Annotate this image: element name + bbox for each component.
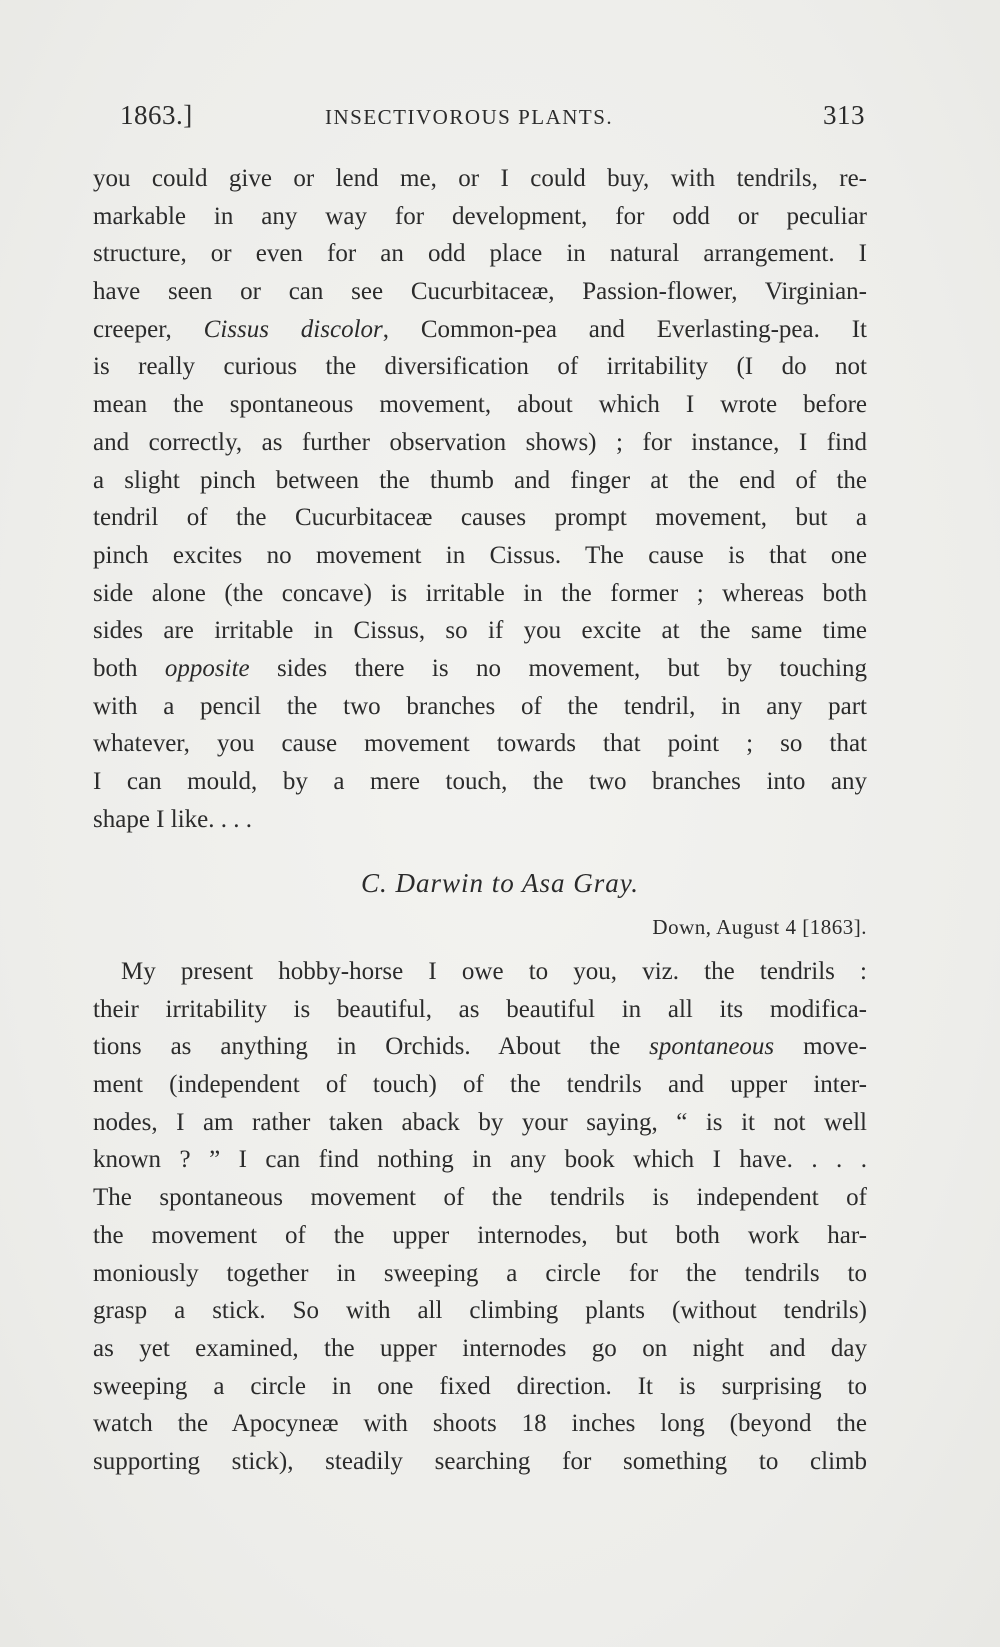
text-line: pinch excites no movement in Cissus. The cause is that one <box>93 541 867 569</box>
text-line: shape I like. . . . <box>93 805 252 833</box>
text-line: with a pencil the two branches of the tendril, in any part <box>93 692 867 720</box>
italic-emphasis: opposite <box>164 654 250 682</box>
italic-emphasis: spontaneous <box>649 1033 775 1061</box>
text-line: markable in any way for development, for odd or peculiar <box>93 202 867 230</box>
text-line: My present hobby-horse I owe to you, viz. the tendrils : <box>121 958 867 985</box>
text-segment: tions as anything in Orchids. About the <box>93 1033 650 1061</box>
text-line <box>93 311 867 349</box>
letter-dateline: Down, August 4 [1863]. <box>652 915 867 939</box>
text-line: I can mould, by a mere touch, the two branches into any <box>93 768 867 795</box>
text-line <box>93 650 867 688</box>
running-header <box>120 100 865 136</box>
text-line: is really curious the diversification of irritability (I do not <box>93 353 867 381</box>
text-line: whatever, you cause movement towards that point ; so that <box>93 730 867 758</box>
paragraph-continued <box>93 160 867 838</box>
text-line: watch the Apocyneæ with shoots 18 inches long (beyond the <box>93 1410 867 1438</box>
header-year: 1863.] <box>120 100 193 130</box>
text-line: you could give or lend me, or I could buy, with tendrils, re- <box>93 165 867 192</box>
text-line <box>93 1028 867 1066</box>
text-line: supporting stick), steadily searching for something to climb <box>93 1447 867 1475</box>
text-line: have seen or can see Cucurbitaceæ, Passion-flower, Virginian- <box>93 278 867 306</box>
text-line: and correctly, as further observation shows) ; for instance, I find <box>93 428 867 456</box>
page-number: 313 <box>823 100 865 130</box>
text-line: grasp a stick. So with all climbing plants (without tendrils) <box>93 1297 867 1325</box>
text-line: tendril of the Cucurbitaceæ causes prompt movement, but a <box>93 504 867 532</box>
text-line: structure, or even for an odd place in natural arrangement. I <box>93 240 867 268</box>
text-segment: move- <box>774 1033 867 1061</box>
text-line: nodes, I am rather taken aback by your saying, “ is it not well <box>93 1108 867 1136</box>
header-title: INSECTIVOROUS PLANTS. <box>325 105 614 129</box>
text-segment: sides there is no movement, but by touching <box>249 654 867 682</box>
italic-species-name: Cissus discolor <box>203 315 383 343</box>
text-line: their irritability is beautiful, as beautiful in all its modifica- <box>93 995 867 1023</box>
letter-paragraph <box>93 953 867 1481</box>
text-line: a slight pinch between the thumb and finger at the end of the <box>93 466 867 494</box>
text-line: known ? ” I can find nothing in any book which I have. . . . <box>93 1146 867 1174</box>
letter-heading: C. Darwin to Asa Gray. <box>360 868 640 898</box>
text-line: moniously together in sweeping a circle for the tendrils to <box>93 1259 867 1287</box>
text-line: sweeping a circle in one fixed direction. It is surprising to <box>93 1372 867 1400</box>
text-line: sides are irritable in Cissus, so if you excite at the same time <box>93 617 867 645</box>
text-line: as yet examined, the upper internodes go on night and day <box>93 1334 867 1362</box>
text-line: The spontaneous movement of the tendrils is independent of <box>93 1184 867 1212</box>
text-segment: , Common-pea and Everlasting-pea. It <box>382 315 867 343</box>
text-line: side alone (the concave) is irritable in the former ; whereas both <box>93 579 867 607</box>
text-line: mean the spontaneous movement, about which I wrote before <box>93 391 867 419</box>
text-line: ment (independent of touch) of the tendrils and upper inter- <box>93 1071 867 1099</box>
text-segment: both <box>93 654 165 682</box>
text-line: the movement of the upper internodes, but both work har- <box>93 1221 867 1249</box>
text-segment: creeper, <box>93 315 204 343</box>
